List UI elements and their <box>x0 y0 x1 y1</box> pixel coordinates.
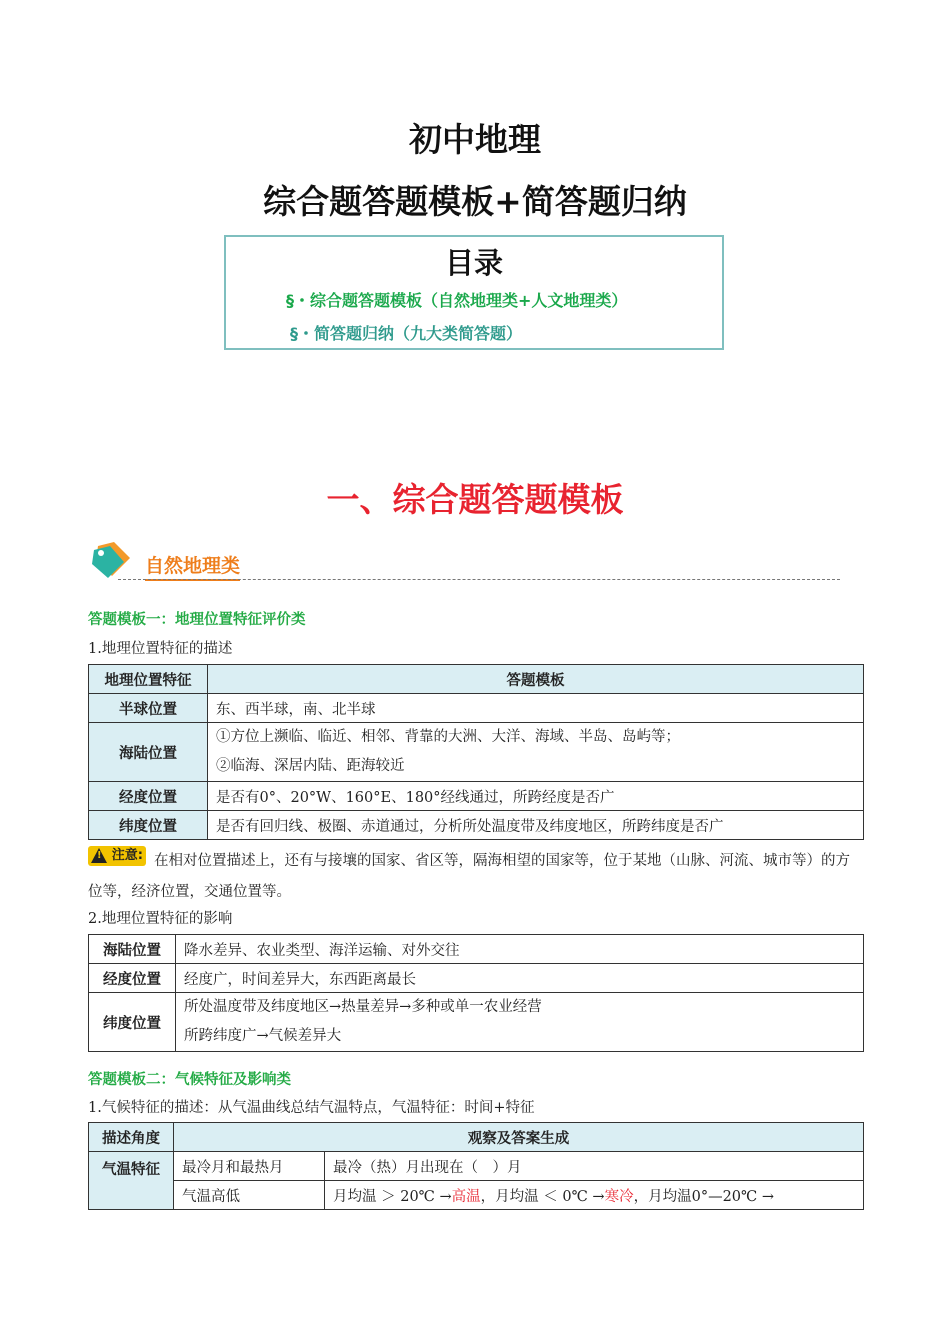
document-title-line2: 综合题答题模板+简答题归纳 <box>263 182 687 221</box>
table-header-cell: 观察及答案生成 <box>174 1123 864 1152</box>
row-key-cell: 海陆位置 <box>89 723 208 782</box>
row-key-cell: 海陆位置 <box>89 935 176 964</box>
table-of-contents <box>224 235 724 350</box>
row-key-cell: 经度位置 <box>89 964 176 993</box>
note-text: 在相对位置描述上，还有与接壤的国家、省区等，隔海相望的国家等，位于某地（山脉、河流、城市等）的方位等，经济位置，交通位置等。 <box>88 853 850 900</box>
table-header-cell: 地理位置特征 <box>89 665 208 694</box>
row-value-cell <box>208 723 864 782</box>
template1-part2-label: 2.地理位置特征的影响 <box>88 911 233 927</box>
table-row <box>89 935 864 964</box>
highlight-hot: 高温 <box>451 1188 481 1205</box>
table-row <box>89 694 864 723</box>
location-description-table <box>88 664 864 840</box>
table-row <box>89 723 864 782</box>
row-value-cell: 是否有0°、20°W、160°E、180°经线通过，所跨经度是否广 <box>208 782 864 811</box>
toc-item-short-answer[interactable]: §・简答题归纳（九大类简答题） <box>290 324 523 343</box>
row-value-cell: 经度广，时间差异大，东西距离最长 <box>176 964 864 993</box>
note-badge-label: 注意: <box>111 848 143 863</box>
dashed-divider <box>118 579 840 580</box>
table-header-row <box>89 665 864 694</box>
row-aspect-cell: 最冷月和最热月 <box>174 1152 325 1181</box>
row-value-cell: 是否有回归线、极圈、赤道通过，分析所处温度带及纬度地区，所跨纬度是否广 <box>208 811 864 840</box>
highlight-cold: 寒冷 <box>604 1188 634 1205</box>
row-value-line: 所处温度带及纬度地区→热量差异→多种或单一农业经营 <box>184 999 542 1015</box>
toc-title: 目录 <box>444 246 503 280</box>
table-row <box>89 964 864 993</box>
row-value-line: ②临海、深居内陆、距海较近 <box>216 758 405 774</box>
row-value-line: ①方位上濒临、临近、相邻、背靠的大洲、大洋、海域、半岛、岛屿等； <box>216 729 680 745</box>
climate-feature-table <box>88 1122 864 1210</box>
row-value-cell: 月均温 ＞ 20℃ →高温，月均温 ＜ 0℃ →寒冷，月均温0°—20℃ → <box>325 1181 864 1210</box>
row-key-cell: 纬度位置 <box>89 811 208 840</box>
row-key-cell: 半球位置 <box>89 694 208 723</box>
row-value-cell: 降水差异、农业类型、海洋运输、对外交往 <box>176 935 864 964</box>
table-header-cell: 答题模板 <box>208 665 864 694</box>
row-key-cell: 经度位置 <box>89 782 208 811</box>
note-badge: ! 注意: <box>88 846 146 866</box>
row-value-cell: 东、西半球，南、北半球 <box>208 694 864 723</box>
template2-part1-label: 1.气候特征的描述：从气温曲线总结气温特点，气温特征：时间+特征 <box>88 1100 535 1116</box>
table-row <box>89 1181 864 1210</box>
template1-part1-label: 1.地理位置特征的描述 <box>88 641 233 657</box>
table-row <box>89 1152 864 1181</box>
location-impact-table <box>88 934 864 1052</box>
template2-heading: 答题模板二：气候特征及影响类 <box>88 1072 291 1088</box>
template1-heading: 答题模板一：地理位置特征评价类 <box>88 612 306 628</box>
toc-item-comprehensive[interactable]: §・综合题答题模板（自然地理类+人文地理类） <box>286 291 628 310</box>
tag-icon <box>88 538 134 582</box>
row-value-cell: 最冷（热）月出现在（ ）月 <box>325 1152 864 1181</box>
row-value-cell <box>176 993 864 1052</box>
subsection-heading: 自然地理类 <box>145 551 240 581</box>
table-row <box>89 782 864 811</box>
table-row <box>89 811 864 840</box>
document-title-line1: 初中地理 <box>409 120 541 159</box>
section-heading: 一、综合题答题模板 <box>326 480 624 519</box>
row-key-cell: 纬度位置 <box>89 993 176 1052</box>
table-row <box>89 993 864 1052</box>
row-aspect-cell: 气温高低 <box>174 1181 325 1210</box>
row-key-cell: 气温特征 <box>89 1152 174 1210</box>
table-header-cell: 描述角度 <box>89 1123 174 1152</box>
row-value-line: 所跨纬度广→气候差异大 <box>184 1028 342 1044</box>
table-header-row <box>89 1123 864 1152</box>
